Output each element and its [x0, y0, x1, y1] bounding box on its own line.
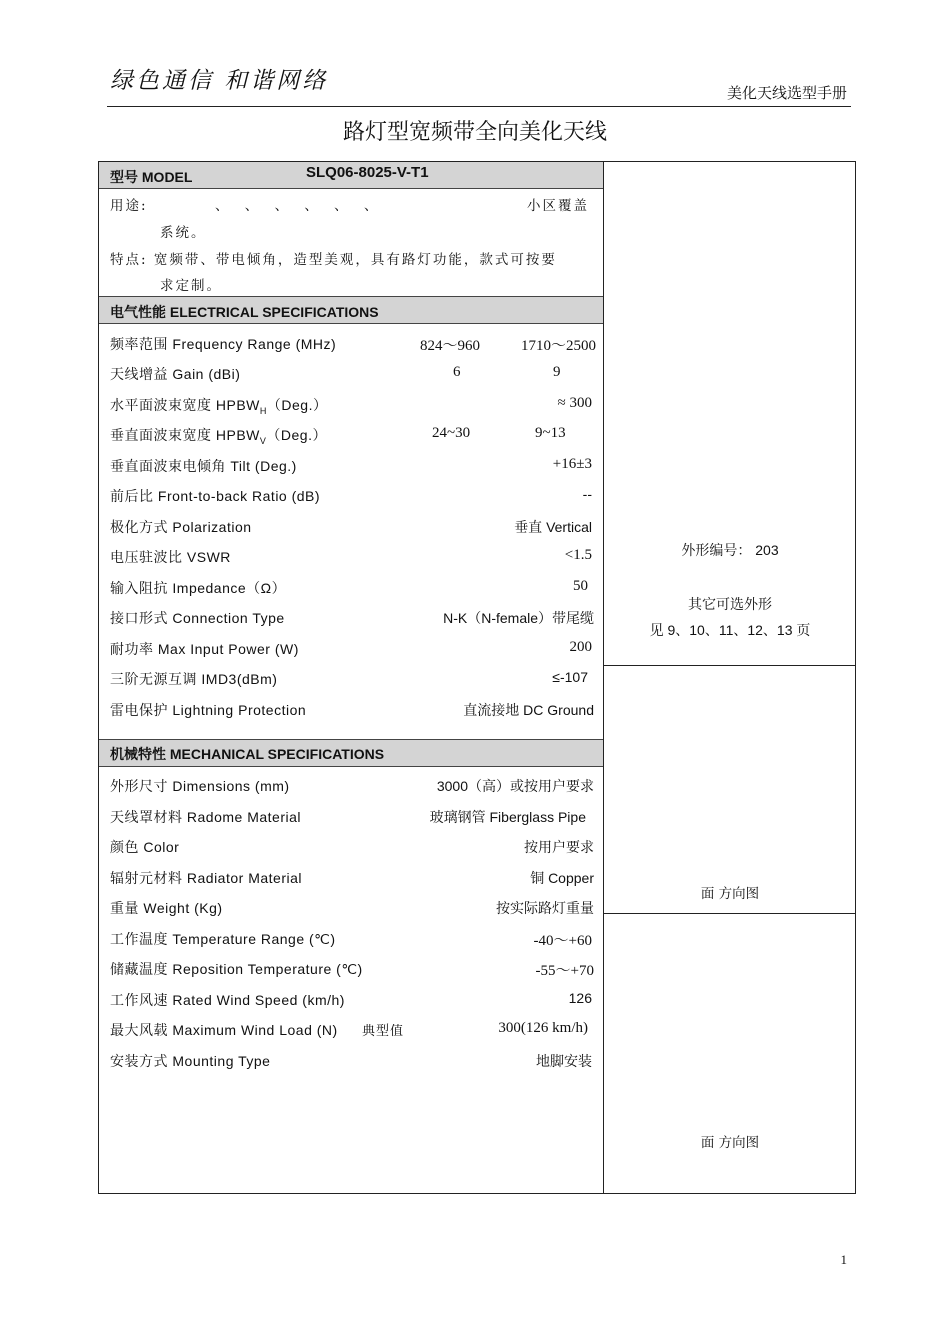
pattern-label-1: 面 方向图	[700, 886, 760, 902]
manual-title: 美化天线选型手册	[726, 84, 847, 102]
row-radome	[110, 807, 596, 831]
frequency-band1: 824～960	[420, 338, 481, 354]
gain-band2: 9	[553, 364, 561, 380]
usage-line2: 系统。	[160, 225, 207, 241]
imd-value: ≤-107	[552, 669, 588, 685]
gain-label: 天线增益 Gain (dBi)	[110, 366, 241, 382]
vswr-value: <1.5	[564, 547, 592, 563]
mechanical-band	[99, 739, 603, 767]
features-line1: 特点: 宽频带、带电倾角，造型美观，具有路灯功能，款式可按要	[110, 252, 557, 268]
wind-load-typical: 典型值	[362, 1024, 405, 1039]
row-mounting	[110, 1051, 596, 1075]
polarization-value: 垂直 Vertical	[514, 519, 592, 535]
weight-value: 按实际路灯重量	[496, 900, 594, 916]
other-shapes: 其它可选外形	[688, 596, 772, 612]
temperature-label: 工作温度 Temperature Range (℃)	[110, 931, 336, 947]
color-value: 按用户要求	[524, 839, 594, 855]
connection-value: N-K（N-female）带尾缆	[443, 610, 594, 626]
wind-speed-label: 工作风速 Rated Wind Speed (km/h)	[110, 992, 345, 1008]
usage-separators: 、 、 、 、 、 、	[215, 198, 384, 214]
header-rule	[107, 106, 851, 107]
see-pages: 见 9、10、11、12、13 页	[649, 622, 811, 638]
page-title: 路灯型宽频带全向美化天线	[342, 120, 607, 145]
usage-tail: 小区覆盖	[527, 198, 589, 214]
hpbw-h-label: 水平面波束宽度 $HPBW_H(Deg.)$	[110, 397, 328, 416]
lightning-label: 雷电保护 Lightning Protection	[110, 702, 307, 718]
column-divider	[603, 161, 604, 1194]
storage-temp-value: -55～+70	[535, 963, 594, 979]
front-to-back-label: 前后比 Front-to-back Ratio (dB)	[110, 488, 321, 504]
row-lightning	[110, 700, 596, 724]
frequency-band2: 1710～2500	[520, 338, 596, 354]
model-label: 型号 MODEL	[110, 169, 193, 185]
dimensions-label: 外形尺寸 Dimensions (mm)	[110, 778, 290, 794]
radiator-value: 铜 Copper	[530, 870, 594, 886]
pattern-label-2: 面 方向图	[700, 1135, 760, 1151]
row-color	[110, 837, 596, 861]
power-label: 耐功率 Max Input Power (W)	[110, 641, 299, 657]
impedance-value: 50	[573, 578, 588, 594]
right-divider-1	[604, 665, 856, 666]
mounting-value: 地脚安装	[536, 1053, 592, 1069]
right-divider-2	[604, 913, 856, 914]
slogan: 绿色通信 和谐网络	[110, 68, 329, 94]
imd-label: 三阶无源互调 IMD3(dBm)	[110, 671, 278, 687]
row-wind-load	[110, 1020, 596, 1044]
electrical-header: 电气性能 ELECTRICAL SPECIFICATIONS	[110, 304, 379, 320]
temperature-value: -40～+60	[533, 933, 592, 949]
row-gain	[110, 364, 596, 388]
wind-speed-value: 126	[568, 990, 592, 1006]
row-storage-temp	[110, 959, 596, 983]
weight-label: 重量 Weight (Kg)	[110, 900, 223, 916]
hpbw-h-value: ≈ 300	[557, 395, 592, 411]
row-vswr	[110, 547, 596, 571]
color-label: 颜色 Color	[110, 839, 180, 855]
features-line2: 求定制。	[160, 278, 222, 294]
electrical-band	[99, 296, 603, 324]
mechanical-header: 机械特性 MECHANICAL SPECIFICATIONS	[110, 746, 385, 762]
shape-number: 外形编号： 203	[681, 542, 779, 558]
tilt-label: 垂直面波束电倾角 Tilt (Deg.)	[110, 458, 297, 474]
row-imd	[110, 669, 596, 693]
row-polarization	[110, 517, 596, 541]
row-temperature	[110, 929, 596, 953]
row-impedance	[110, 578, 596, 602]
radome-label: 天线罩材料 Radome Material	[110, 809, 301, 825]
page-number: 1	[840, 1252, 847, 1267]
row-tilt	[110, 456, 596, 480]
dimensions-value: 3000（高）或按用户要求	[436, 778, 594, 794]
row-hpbw-v	[110, 425, 596, 449]
connection-label: 接口形式 Connection Type	[110, 610, 285, 626]
frequency-label: 频率范围 Frequency Range (MHz)	[110, 336, 337, 352]
row-weight	[110, 898, 596, 922]
row-hpbw-h	[110, 395, 596, 419]
row-frequency	[110, 334, 596, 358]
radiator-label: 辐射元材料 Radiator Material	[110, 870, 302, 886]
row-dimensions	[110, 776, 596, 800]
impedance-label: 输入阻抗 Impedance（Ω）	[110, 580, 287, 596]
hpbw-v-band1: 24~30	[432, 425, 471, 441]
row-connection	[110, 608, 596, 632]
wind-load-value: 300(126 km/h)	[498, 1020, 588, 1036]
mounting-label: 安装方式 Mounting Type	[110, 1053, 271, 1069]
gain-band1: 6	[453, 364, 461, 380]
storage-temp-label: 储藏温度 Reposition Temperature (℃)	[110, 961, 363, 977]
polarization-label: 极化方式 Polarization	[110, 519, 252, 535]
power-value: 200	[569, 639, 592, 655]
hpbw-v-label: 垂直面波束宽度 $HPBW_V(Deg.)$	[110, 427, 327, 446]
row-wind-speed	[110, 990, 596, 1014]
hpbw-v-band2: 9~13	[535, 425, 566, 441]
radome-value: 玻璃钢管 Fiberglass Pipe	[429, 809, 586, 825]
usage-label: 用途:	[110, 198, 148, 214]
tilt-value: +16±3	[552, 456, 592, 472]
row-radiator	[110, 868, 596, 892]
row-power	[110, 639, 596, 663]
vswr-label: 电压驻波比 VSWR	[110, 549, 231, 565]
model-value: SLQ06-8025-V-T1	[306, 164, 429, 181]
lightning-value: 直流接地 DC Ground	[463, 702, 594, 718]
wind-load-label: 最大风载 Maximum Wind Load (N)	[110, 1022, 338, 1038]
row-front-to-back	[110, 486, 596, 510]
front-to-back-value: --	[582, 486, 592, 502]
